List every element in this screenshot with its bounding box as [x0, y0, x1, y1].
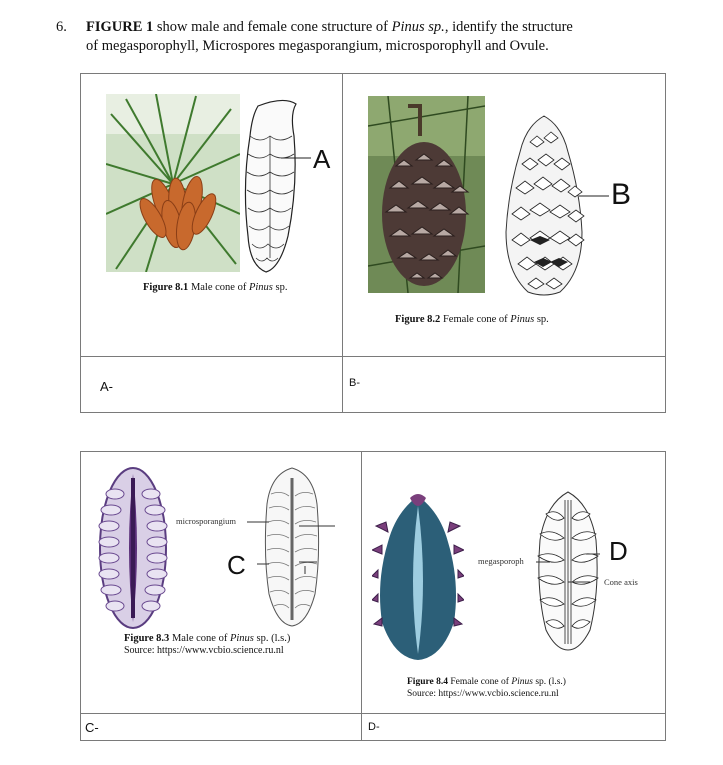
answer-cell-a[interactable]: [81, 357, 343, 413]
question-number: 6.: [56, 19, 67, 35]
figure-8-4-source: Source: https://www.vcbio.science.ru.nl: [407, 689, 559, 699]
marker-b: B: [611, 178, 632, 211]
figure-table-2: [80, 451, 666, 741]
caption-suffix: sp.: [534, 314, 549, 325]
question-line-2: of megasporophyll, Microspores megasporangium, microsporophyll and Ovule.: [86, 38, 549, 54]
caption-suffix: sp. (l.s.): [253, 633, 291, 644]
marker-d: D: [609, 536, 628, 566]
figure-8-2-label: Figure 8.2: [395, 314, 441, 325]
figure-8-1-label: Figure 8.1: [143, 282, 189, 293]
answer-cell-b[interactable]: [343, 357, 666, 413]
caption-text: Female cone of: [448, 677, 512, 687]
caption-suffix: sp. (l.s.): [532, 677, 566, 687]
figure-table-1: [80, 73, 666, 413]
cone-axis-label: Cone axis: [604, 577, 638, 587]
figure-reference: FIGURE 1: [86, 19, 154, 35]
figure-8-2-caption: [395, 314, 549, 325]
female-cone-photo: [368, 96, 485, 293]
caption-genus: Pinus: [511, 677, 533, 687]
question-text-part: show male and female cone structure of: [153, 19, 392, 35]
marker-c: C: [227, 550, 246, 580]
answer-label-a: A-: [100, 379, 113, 394]
annotation-lines-8-3: [243, 512, 343, 582]
annotation-lines-8-4: [530, 548, 606, 588]
figure-8-3-source: Source: https://www.vcbio.science.ru.nl: [124, 645, 284, 656]
answer-label-d: D-: [368, 721, 380, 733]
answer-cell-c[interactable]: [81, 714, 362, 741]
caption-text: Male cone of: [169, 633, 230, 644]
male-cone-section-photo: [97, 464, 169, 632]
figure-8-3-caption: [124, 633, 290, 644]
caption-genus: Pinus: [229, 633, 254, 644]
figure-cell-8-2: [343, 74, 666, 357]
answer-label-b: B-: [349, 377, 360, 389]
caption-genus: Pinus: [510, 314, 535, 325]
figure-8-1-caption: [143, 282, 287, 293]
answer-cell-d[interactable]: [362, 714, 666, 741]
caption-text: Female cone of: [440, 314, 511, 325]
question-line-1: [86, 18, 573, 37]
answer-label-c: C-: [85, 720, 99, 735]
genus-name: Pinus sp.: [391, 19, 445, 35]
male-cone-photo: [106, 94, 240, 272]
figure-cell-8-4: [362, 452, 666, 714]
caption-text: Male cone of: [188, 282, 249, 293]
male-cone-drawing: [236, 96, 306, 276]
caption-genus: Pinus: [248, 282, 273, 293]
figure-8-4-caption: [407, 677, 566, 687]
marker-a: A: [313, 144, 331, 174]
figure-cell-8-1: [81, 74, 343, 357]
marker-line-a: [281, 156, 311, 160]
figure-8-3-label: Figure 8.3: [124, 633, 170, 644]
caption-suffix: sp.: [272, 282, 288, 293]
female-cone-drawing: [498, 112, 590, 298]
marker-line-b: [579, 194, 609, 198]
figure-cell-8-3: [81, 452, 362, 714]
megasporophyll-label: megasporoph: [478, 556, 524, 566]
question-text-end: , identify the structure: [444, 19, 573, 35]
figure-8-4-label: Figure 8.4: [407, 677, 448, 687]
female-cone-section-photo: [372, 492, 464, 662]
microsporangium-label: microsporangium: [176, 516, 236, 526]
